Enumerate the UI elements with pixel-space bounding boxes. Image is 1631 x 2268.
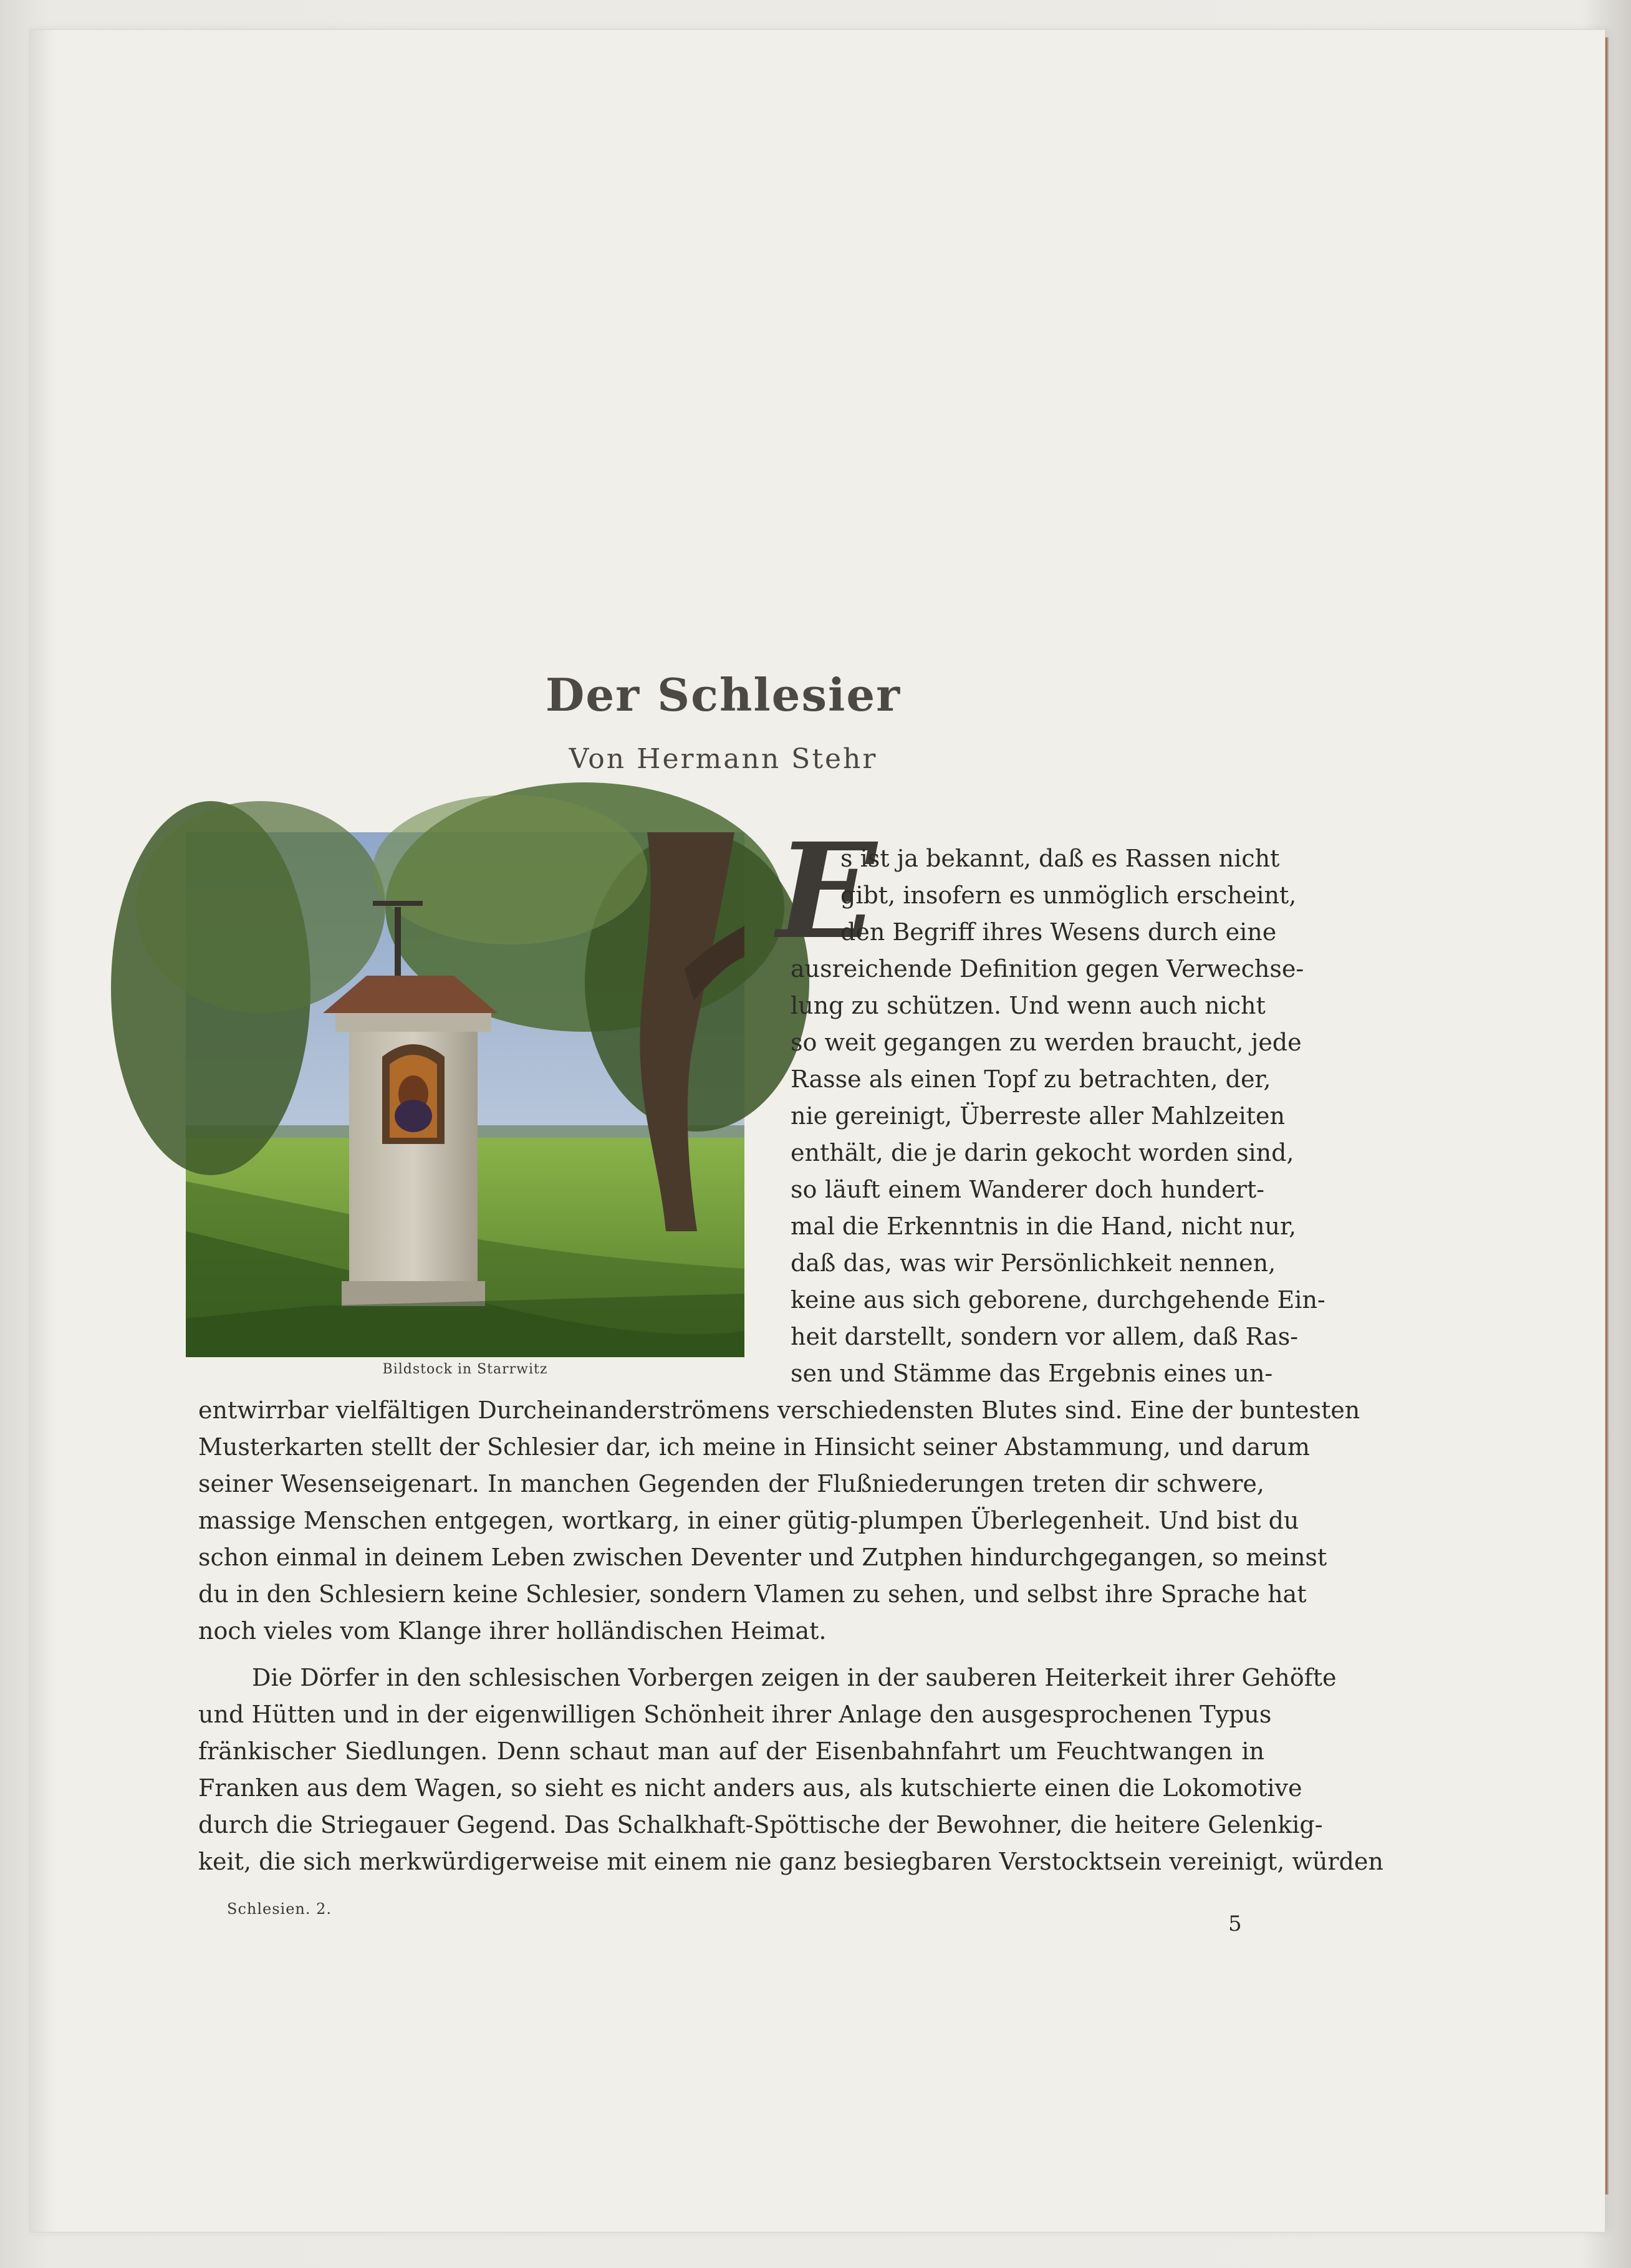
text-line: nie gereinigt, Überreste aller Mahlzeiten: [791, 1102, 1285, 1130]
article-byline: Von Hermann Stehr: [569, 743, 878, 775]
signature-mark: Schlesien. 2.: [227, 1900, 332, 1918]
wayside-shrine-photo: [186, 832, 744, 1357]
text-line: s ist ja bekannt, daß es Rassen nicht: [840, 845, 1280, 872]
text-line: Musterkarten stellt der Schlesier dar, ich meine in Hinsicht seiner Abstammung, und darum: [198, 1433, 1310, 1461]
drop-cap: E: [777, 814, 877, 968]
text-line: heit darstellt, sondern vor allem, daß Ras-: [791, 1323, 1299, 1350]
text-line: Franken aus dem Wagen, so sieht es nicht anders aus, als kutschierte einen die Lokomotive: [198, 1774, 1302, 1802]
text-line: lung zu schützen. Und wenn auch nicht: [791, 992, 1266, 1019]
text-line: gibt, insofern es unmöglich erscheint,: [840, 882, 1297, 909]
text-line: ausreichende Definition gegen Verwechse-: [791, 955, 1304, 983]
text-line: so weit gegangen zu werden braucht, jede: [791, 1029, 1302, 1056]
text-line: Die Dörfer in den schlesischen Vorbergen zeigen in der sauberen Heiterkeit ihrer Gehöfte: [252, 1664, 1337, 1691]
text-line: den Begriff ihres Wesens durch eine: [840, 918, 1277, 946]
text-line: keine aus sich geborene, durchgehende Ein-: [791, 1286, 1325, 1314]
text-line: durch die Striegauer Gegend. Das Schalkhaft-Spöttische der Bewohner, die heitere Gelenkig-: [198, 1811, 1323, 1838]
text-line: mal die Erkenntnis in die Hand, nicht nur,: [791, 1213, 1297, 1240]
photo-illustration: [186, 832, 744, 1357]
article-title: Der Schlesier: [545, 668, 902, 721]
text-line: keit, die sich merkwürdigerweise mit einem nie ganz besiegbaren Verstocktsein vereinigt, würden: [198, 1848, 1383, 1875]
text-line: fränkischer Siedlungen. Denn schaut man auf der Eisenbahnfahrt um Feuchtwangen in: [198, 1737, 1264, 1765]
text-line: seiner Wesenseigenart. In manchen Gegenden der Flußniederungen treten dir schwere,: [198, 1470, 1264, 1497]
gutter-shadow: [30, 30, 55, 2232]
text-line: Rasse als einen Topf zu betrachten, der,: [791, 1065, 1271, 1093]
text-line: schon einmal in deinem Leben zwischen Deventer und Zutphen hindurchgegangen, so meinst: [198, 1544, 1327, 1571]
text-line: du in den Schlesiern keine Schlesier, sondern Vlamen zu sehen, und selbst ihre Sprache hat: [198, 1580, 1307, 1608]
text-line: enthält, die je darin gekocht worden sind,: [791, 1139, 1294, 1166]
text-line: so läuft einem Wanderer doch hundert-: [791, 1176, 1264, 1203]
text-line: und Hütten und in der eigenwilligen Schönheit ihrer Anlage den ausgesprochenen Typus: [198, 1701, 1272, 1728]
photo-caption: Bildstock in Starrwitz: [382, 1362, 548, 1377]
text-line: massige Menschen entgegen, wortkarg, in einer gütig-plumpen Überlegenheit. Und bist du: [198, 1507, 1299, 1534]
text-line: daß das, was wir Persönlichkeit nennen,: [791, 1249, 1276, 1277]
text-line: entwirrbar vielfältigen Durcheinanderströmens verschiedensten Blutes sind. Eine der buntesten: [198, 1396, 1360, 1424]
page-number: 5: [1228, 1911, 1242, 1936]
text-line: noch vieles vom Klange ihrer holländischen Heimat.: [198, 1617, 827, 1645]
text-line: sen und Stämme das Ergebnis eines un-: [791, 1360, 1273, 1387]
